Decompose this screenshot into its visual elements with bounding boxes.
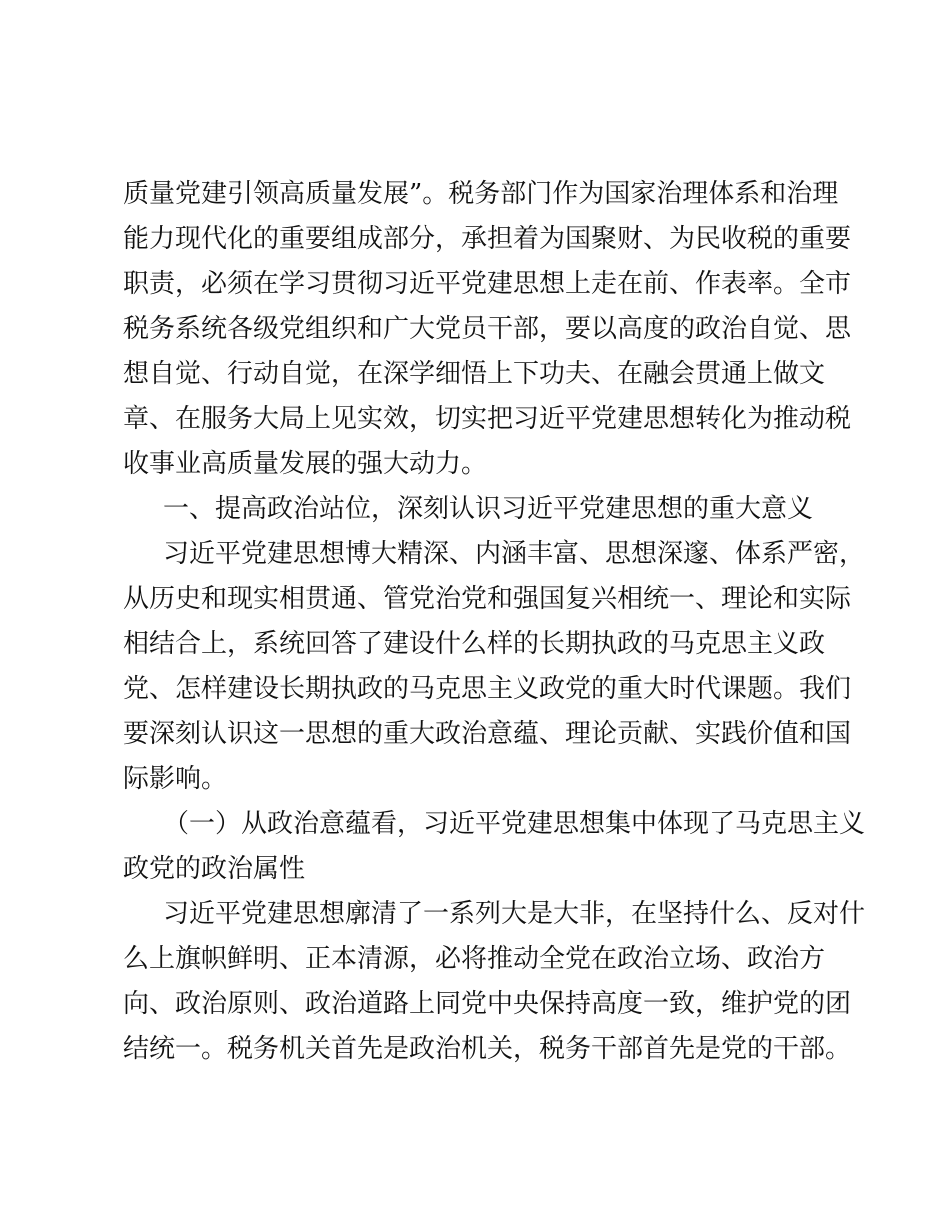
body-line: 向、政治原则、政治道路上同党中央保持高度一致，维护党的团 [123, 989, 852, 1019]
body-line: 要深刻认识这一思想的重大政治意蕴、理论贡献、实践价值和国 [123, 719, 852, 749]
body-line: 么上旗帜鲜明、正本清源，必将推动全党在政治立场、政治方 [123, 944, 826, 974]
body-line: 相结合上，系统回答了建设什么样的长期执政的马克思主义政 [123, 629, 826, 659]
body-line: 际影响。 [123, 764, 228, 794]
body-line: 质量党建引领高质量发展”。税务部门作为国家治理体系和治理 [123, 179, 839, 209]
body-line: 从历史和现实相贯通、管党治党和强国复兴相统一、理论和实际 [123, 584, 852, 614]
body-line: 习近平党建思想廓清了一系列大是大非，在坚持什么、反对什 [163, 899, 866, 929]
body-line: 税务系统各级党组织和广大党员干部，要以高度的政治自觉、思 [123, 314, 852, 344]
body-line: 收事业高质量发展的强大动力。 [123, 449, 488, 479]
body-line: 职责，必须在学习贯彻习近平党建思想上走在前、作表率。全市 [123, 269, 852, 299]
subsection-heading: 政党的政治属性 [123, 854, 306, 884]
body-line: 结统一。税务机关首先是政治机关，税务干部首先是党的干部。 [123, 1034, 852, 1064]
subsection-heading: （一）从政治意蕴看，习近平党建思想集中体现了马克思主义 [163, 809, 866, 839]
body-line: 习近平党建思想博大精深、内涵丰富、思想深邃、体系严密， [163, 539, 866, 569]
section-heading: 一、提高政治站位，深刻认识习近平党建思想的重大意义 [163, 494, 814, 524]
body-line: 想自觉、行动自觉，在深学细悟上下功夫、在融会贯通上做文 [123, 359, 826, 389]
document-body [123, 172, 866, 1072]
body-line: 党、怎样建设长期执政的马克思主义政党的重大时代课题。我们 [123, 674, 852, 704]
body-line: 章、在服务大局上见实效，切实把习近平党建思想转化为推动税 [123, 404, 852, 434]
body-line: 能力现代化的重要组成部分，承担着为国聚财、为民收税的重要 [123, 224, 852, 254]
